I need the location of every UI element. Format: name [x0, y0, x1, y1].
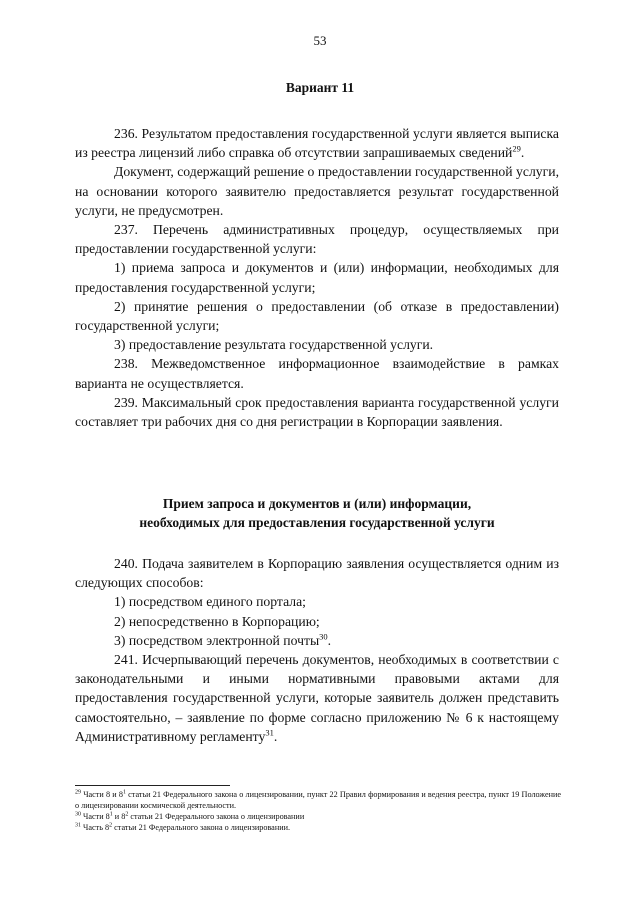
- footnote-separator: [75, 785, 230, 786]
- footnote-31: $^{31}$ Часть $8^2$ статьи 21 Федерального закона о лицензировании.: [75, 822, 291, 832]
- list-item-237-2: 2) принятие решения о предоставлении (об отказе в предоставлении) государственной услуги;: [75, 298, 559, 334]
- list-item-240-1: 1) посредством единого портала;: [114, 594, 306, 610]
- footnote-ref-29: 29: [512, 143, 521, 154]
- paragraph-document: Документ, содержащий решение о предоставлении государственной услуги, на основании которого заявителю предоставляется результат государственной услуги, не предусмотрен.: [75, 164, 559, 218]
- footnote-ref-31: 31: [265, 727, 274, 738]
- section-body: [75, 554, 559, 746]
- variant-heading: Вариант 11: [285, 80, 355, 95]
- list-item-237-3: 3) предоставление результата государственной услуги.: [114, 337, 434, 353]
- page-number: 53: [313, 33, 327, 48]
- paragraph-240: 240. Подача заявителем в Корпорацию заявления осуществляется одним из следующих способов:: [75, 556, 559, 591]
- variant-body: [75, 124, 559, 431]
- list-item-237-1: 1) приема запроса и документов и (или) информации, необходимых для предоставления государственной услуги;: [75, 260, 559, 295]
- list-item-240-2: 2) непосредственно в Корпорацию;: [114, 613, 320, 629]
- list-item-240-3: 3) посредством электронной почты$^{30}$.: [114, 631, 332, 648]
- paragraph-239: 239. Максимальный срок предоставления варианта государственной услуги составляет три рабочих дня со дня регистрации в Корпорации заявления.: [75, 394, 559, 430]
- footnote-ref-30: 30: [319, 631, 328, 642]
- section-title: [75, 494, 559, 532]
- footnotes: [75, 789, 561, 833]
- section-title-line-2: необходимых для предоставления государственной услуги: [139, 515, 495, 530]
- paragraph-236: 236. Результатом предоставления государственной услуги является выписка из реестра лицензий либо справка об отсутствии запрашиваемых сведений$^{29}$.: [75, 126, 559, 161]
- paragraph-241: 241. Исчерпывающий перечень документов, необходимых в соответствии с законодательными и иными нормативными правовыми актами для предоставления государственной услуги, которые заявитель должен представить самостоятельно, – заявление по форме согласно приложению № 6 к настоящему Административному регламенту$^{31}$.: [75, 652, 559, 744]
- paragraph-238: 238. Межведомственное информационное взаимодействие в рамках варианта не осуществляется.: [75, 356, 559, 391]
- paragraph-237: 237. Перечень административных процедур, осуществляемых при предоставлении государственной услуги:: [75, 222, 559, 257]
- footnote-29: $^{29}$ Части 8 и $8^1$ статьи 21 Федерального закона о лицензировании, пункт 22 Правил формирования и ведения реестра, пункт 19 Положение о лицензировании космической деятельности.: [75, 789, 561, 810]
- section-title-line-1: Прием запроса и документов и (или) информации,: [162, 496, 472, 511]
- footnote-30: $^{30}$ Части $8^1$ и $8^2$ статьи 21 Федерального закона о лицензировании: [75, 811, 305, 821]
